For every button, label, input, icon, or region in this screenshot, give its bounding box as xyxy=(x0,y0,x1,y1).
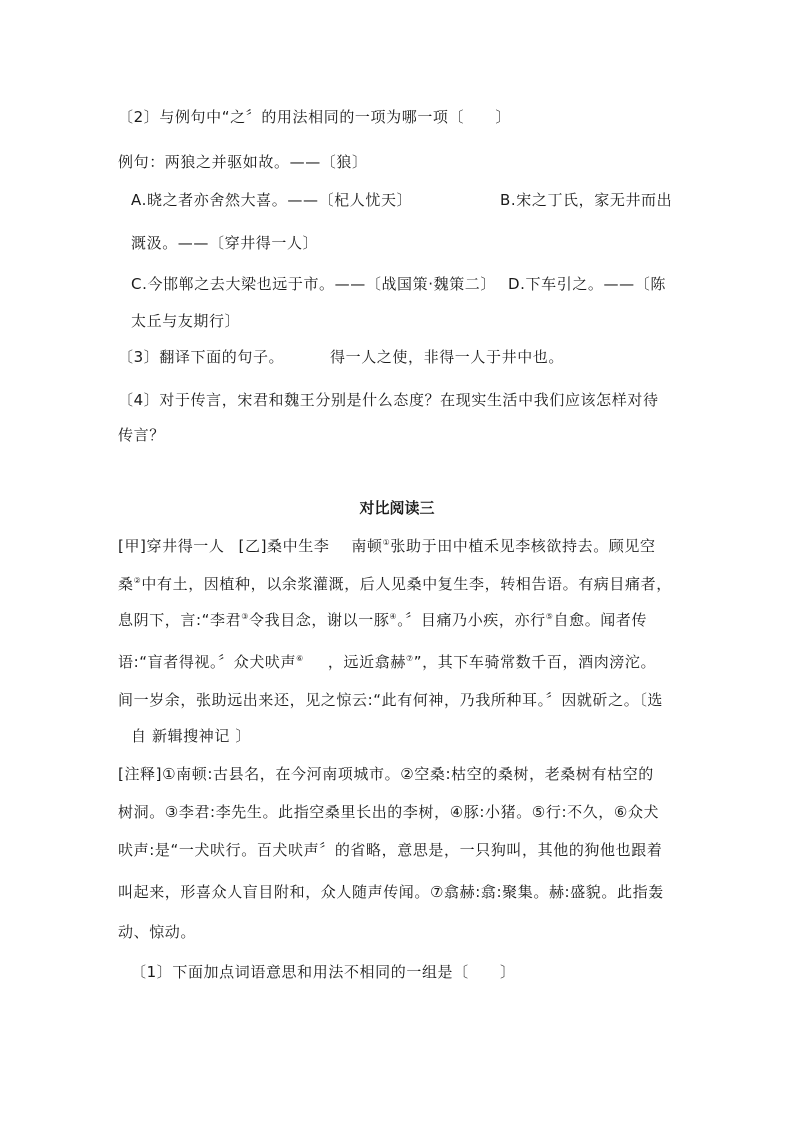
q4-line-2: 传言？ xyxy=(118,426,165,444)
q2-option-a: A.晓之者亦舍然大喜。——〔杞人忧天〕 xyxy=(131,191,413,209)
section-title: 对比阅读三 xyxy=(359,499,435,517)
passage-line-6: 自 新辑搜神记 〕 xyxy=(131,727,251,745)
passage-text: 自愈。闻者传 xyxy=(553,611,648,629)
notes-line-3: 吠声:是“一犬吠行。百犬吠声〞的省略，意思是，一只狗叫，其他的狗他也跟着 xyxy=(118,841,663,859)
q3-sentence: 得一人之使，非得一人于井中也。 xyxy=(330,348,565,366)
passage-text: 令我目念，谢以一豚 xyxy=(249,611,390,629)
notes-line-4: 叫起来，形喜众人盲目附和，众人随声传闻。⑦翕赫:翕:聚集。赫:盛貌。此指轰 xyxy=(118,883,664,901)
q2-option-c: C.今邯郸之去大梁也远于市。——〔战国策·魏策二〕 xyxy=(131,275,497,293)
passage-line-5: 间一岁余，张助远出来还，见之惊云:“此有何神，乃我所种耳。〞因就斫之。〔选 xyxy=(118,691,664,709)
passage-text: ，远近翕赫 xyxy=(327,653,406,671)
notes-line-2: 树洞。③李君:李先生。此指空桑里长出的李树，④豚:小猪。⑤行:不久，⑥众犬 xyxy=(118,803,660,821)
passage-line-3 xyxy=(118,610,647,630)
passage-line-2 xyxy=(118,574,672,594)
passage-text: 中有土，因植种，以余浆灌溉，后人见桑中复生李，转相告语。有病目痛者， xyxy=(141,575,672,593)
passage-line-1 xyxy=(118,536,656,556)
notes-line-1: [注释]①南顿:古县名，在今河南项城市。②空桑:枯空的桑树，老桑树有枯空的 xyxy=(118,765,654,783)
passage-text: 息阴下，言:“李君 xyxy=(118,611,242,629)
q2-option-b-end: 溉汲。——〔穿井得一人〕 xyxy=(131,234,319,252)
footnote-marker: ⑦ xyxy=(405,654,414,663)
q2-option-d-end: 太丘与友期行〕 xyxy=(131,312,241,330)
passage-label-b: [乙]桑中生李 xyxy=(238,537,330,555)
passage-text: ”，其下车骑常数千百，酒肉滂沱。 xyxy=(413,653,657,671)
passage-label-a: [甲]穿井得一人 xyxy=(118,537,225,555)
q2-option-d-start: D.下车引之。——〔陈 xyxy=(508,275,666,293)
q4-line-1: 〔4〕对于传言，宋君和魏王分别是什么态度？在现实生活中我们应该怎样对待 xyxy=(118,391,659,409)
passage-text: 桑 xyxy=(118,575,134,593)
passage-text: 张助于田中植禾见李核欲持去。顾见空 xyxy=(390,537,656,555)
q2-question: 〔2〕与例句中“之〞的用法相同的一项为哪一项〔 〕 xyxy=(118,108,511,126)
q2-option-b-start: B.宋之丁氏，家无井而出 xyxy=(500,191,673,209)
footnote-marker: ③ xyxy=(241,612,250,621)
passage-line-4 xyxy=(118,652,656,672)
passage-text: 。〞目痛乃小疾，亦行 xyxy=(397,611,546,629)
footnote-marker: ① xyxy=(382,538,391,547)
passage-text: 语:“盲者得视。〞众犬吠声 xyxy=(118,653,297,671)
footnote-marker: ② xyxy=(133,576,142,585)
notes-line-5: 动、惊动。 xyxy=(118,923,197,941)
footnote-marker: ⑥ xyxy=(296,654,304,663)
q1-question: 〔1〕下面加点词语意思和用法不相同的一组是〔 〕 xyxy=(131,963,516,981)
q2-example: 例句：两狼之并驱如故。——〔狼〕 xyxy=(118,153,368,171)
footnote-marker: ⑤ xyxy=(545,612,554,621)
footnote-marker: ④ xyxy=(389,612,398,621)
passage-text: 南顿 xyxy=(351,537,383,555)
q3-label: 〔3〕翻译下面的句子。 xyxy=(118,348,285,366)
